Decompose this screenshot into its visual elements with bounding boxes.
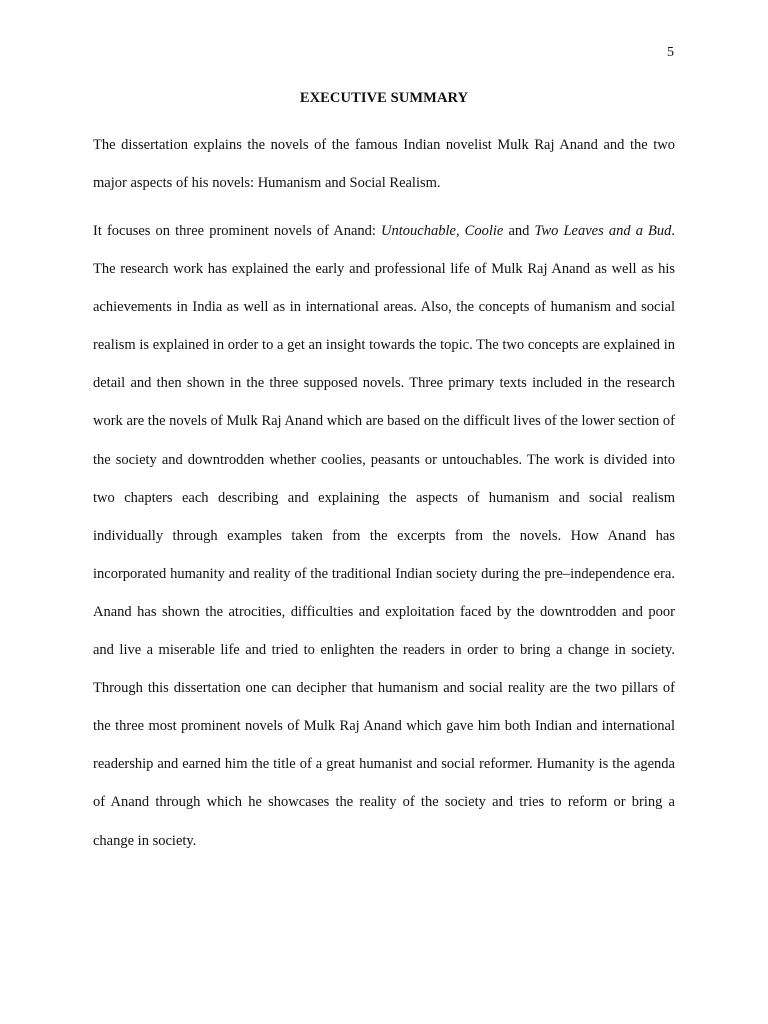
summary-paragraph-2	[93, 212, 675, 860]
paragraph-2-intro: It focuses on three prominent novels of Anand:	[93, 223, 382, 239]
section-title: EXECUTIVE SUMMARY	[299, 90, 469, 106]
novel-title-two-leaves-and-a-bud: Two Leaves and a Bud	[534, 223, 672, 239]
page-number: 5	[667, 45, 674, 60]
novel-title-coolie: Coolie	[464, 223, 504, 239]
paragraph-2-separator-2: and	[503, 223, 535, 239]
paragraph-2-separator-1: ,	[455, 223, 465, 239]
novel-title-untouchable: Untouchable	[381, 223, 456, 239]
paragraph-2-body: . The research work has explained the early and professional life of Mulk Raj Anand as well as his achievements in India as well as in international areas. Also, the concepts of humanism and social realism is explained in order to a get an insight towards the topic. The two concepts are explained in detail and then shown in the three supposed novels. Three primary texts included in the research work are the novels of Mulk Raj Anand which are based on the difficult lives of the lower section of the society and downtrodden whether coolies, peasants or untouchables. The work is divided into two chapters each describing and explaining the aspects of humanism and social realism individually through examples taken from the excerpts from the novels. How Anand has incorporated humanity and reality of the traditional Indian society during the pre–independence era. Anand has shown the atrocities, difficulties and exploitation faced by the downtrodden and poor and live a miserable life and tried to enlighten the readers in order to bring a change in society. Through this dissertation one can decipher that humanism and social reality are the two pillars of the three most prominent novels of Mulk Raj Anand which gave him both Indian and international readership and earned him the title of a great humanist and social reformer. Humanity is the agenda of Anand through which he showcases the reality of the society and tries to reform or bring a change in society.	[93, 223, 676, 849]
summary-paragraph-1: The dissertation explains the novels of the famous Indian novelist Mulk Raj Anand and the two major aspects of his novels: Humanism and Social Realism.	[93, 137, 675, 192]
